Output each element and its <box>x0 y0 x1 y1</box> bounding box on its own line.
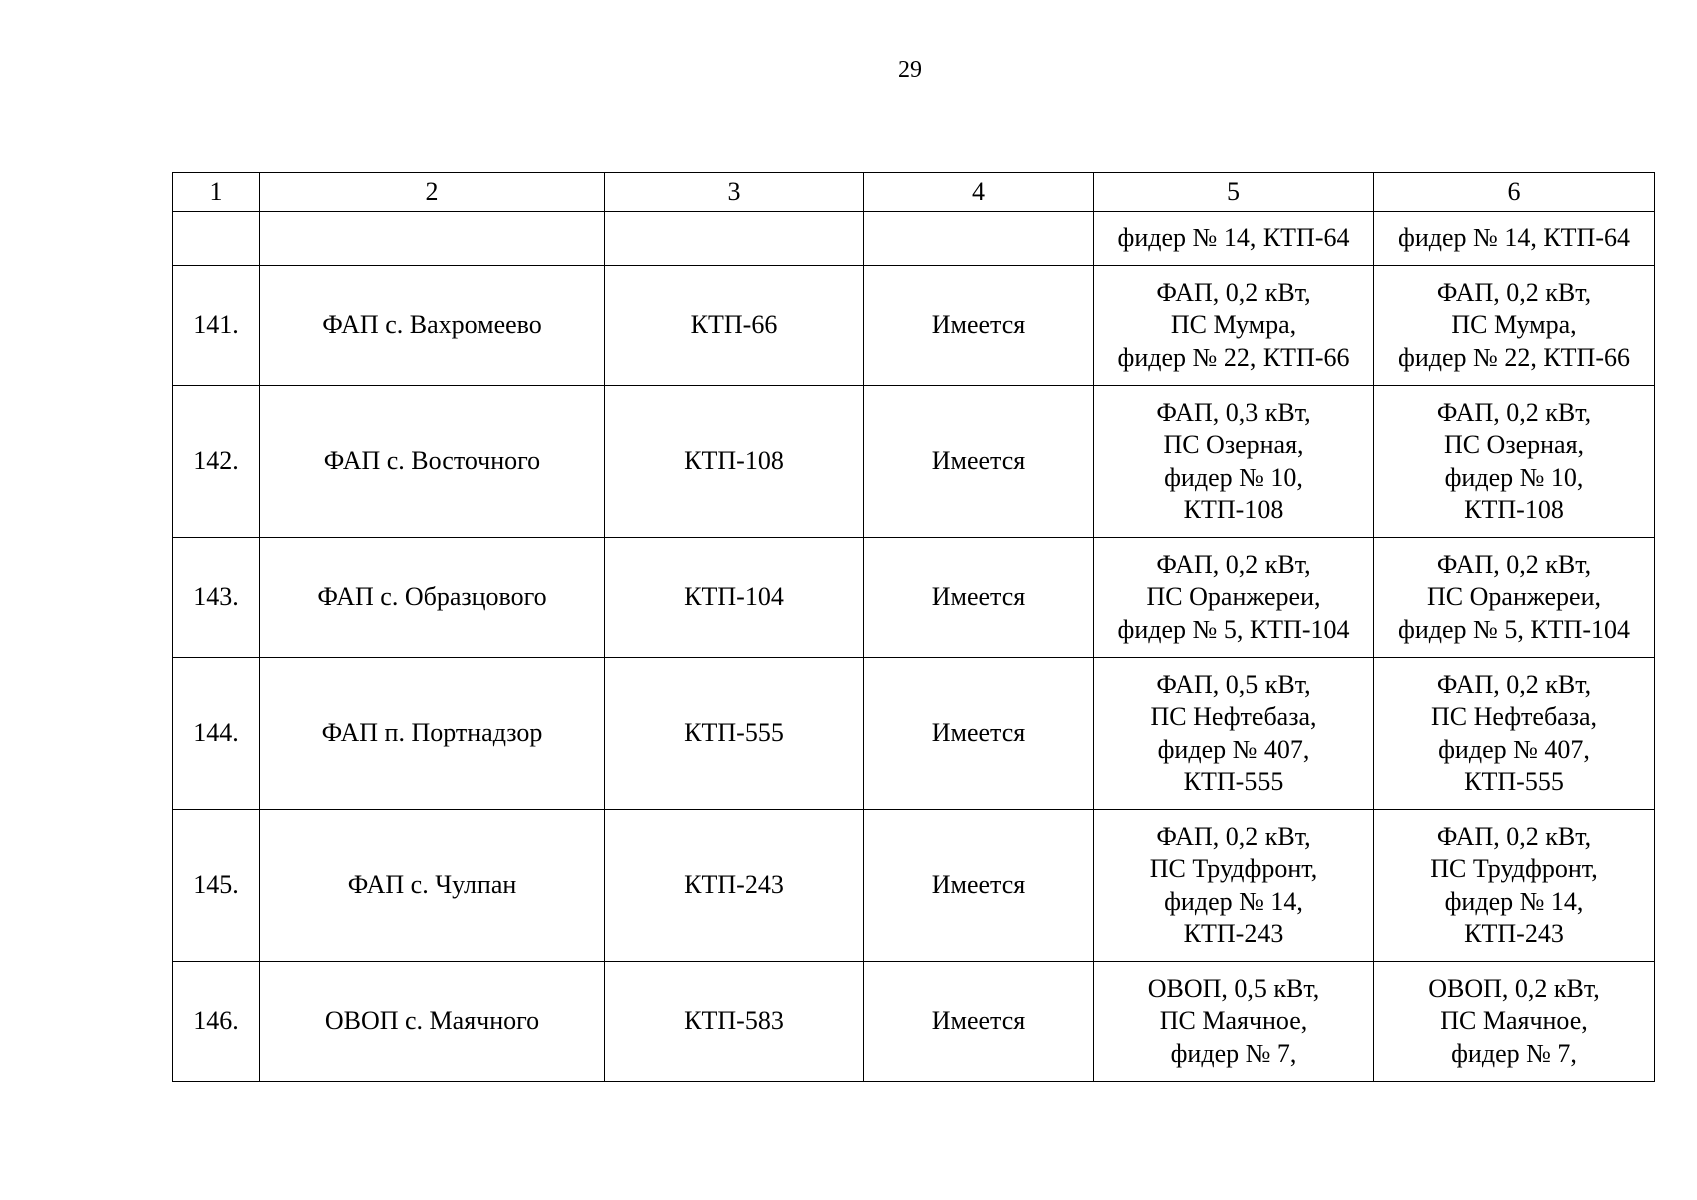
table-row <box>173 962 1655 1082</box>
cell-line: фидер № 7, <box>1170 1038 1297 1068</box>
cell-line: фидер № 7, <box>1451 1038 1577 1068</box>
ktp-cell: КТП-555 <box>605 658 864 810</box>
table-cell <box>605 212 864 266</box>
power-info-cell <box>1374 810 1655 962</box>
cell-line: КТП-108 <box>1464 495 1564 524</box>
cell-line: фидер № 22, КТП-66 <box>1117 342 1350 372</box>
cell-line: ФАП, 0,3 кВт, <box>1156 397 1311 427</box>
header-cell: 2 <box>260 173 605 212</box>
facility-name: ФАП с. Восточного <box>260 386 605 538</box>
table-cell <box>864 212 1094 266</box>
power-info-cell <box>1094 266 1374 386</box>
page-number: 29 <box>898 57 922 83</box>
power-info-cell <box>1094 658 1374 810</box>
power-info-cell <box>1094 810 1374 962</box>
data-table <box>172 172 1655 1082</box>
row-number: 142. <box>173 386 260 538</box>
table-row <box>173 538 1655 658</box>
ktp-cell: КТП-66 <box>605 266 864 386</box>
cell-line: ПС Озерная, <box>1163 430 1304 459</box>
cell-line: фидер № 14, <box>1444 886 1584 916</box>
table-row <box>173 386 1655 538</box>
header-cell: 3 <box>605 173 864 212</box>
header-cell: 6 <box>1374 173 1655 212</box>
table-cell <box>260 212 605 266</box>
table-row <box>173 658 1655 810</box>
facility-name: ОВОП с. Маячного <box>260 962 605 1082</box>
ktp-cell: КТП-104 <box>605 538 864 658</box>
cell-line: ПС Трудфронт, <box>1430 854 1598 883</box>
cell-line: ОВОП, 0,2 кВт, <box>1428 973 1600 1003</box>
status-cell: Имеется <box>864 538 1094 658</box>
table-row <box>173 266 1655 386</box>
cell-line: ФАП, 0,2 кВт, <box>1436 669 1592 699</box>
row-number: 141. <box>173 266 260 386</box>
facility-name: ФАП с. Чулпан <box>260 810 605 962</box>
cell-line: ФАП, 0,2 кВт, <box>1436 277 1592 307</box>
row-number: 143. <box>173 538 260 658</box>
facility-name: ФАП с. Образцового <box>260 538 605 658</box>
cell-line: фидер № 10, <box>1164 462 1303 492</box>
power-info-cell <box>1374 658 1655 810</box>
status-cell: Имеется <box>864 658 1094 810</box>
header-cell: 4 <box>864 173 1094 212</box>
cell-line: ФАП, 0,2 кВт, <box>1156 277 1311 307</box>
table-row <box>173 810 1655 962</box>
cell-line: фидер № 14, КТП-64 <box>1398 223 1630 253</box>
ktp-cell: КТП-243 <box>605 810 864 962</box>
table-cell <box>1094 212 1374 266</box>
cell-line: ПС Мумра, <box>1170 310 1297 340</box>
status-cell: Имеется <box>864 386 1094 538</box>
cell-line: ПС Оранжереи, <box>1427 582 1601 612</box>
continuation-row <box>173 212 1655 266</box>
cell-line: ПС Оранжереи, <box>1146 582 1321 612</box>
facility-name: ФАП п. Портнадзор <box>260 658 605 810</box>
cell-line: ФАП, 0,2 кВт, <box>1436 821 1592 851</box>
cell-line: КТП-108 <box>1183 495 1284 524</box>
facility-name: ФАП с. Вахромеево <box>260 266 605 386</box>
cell-line: ПС Трудфронт, <box>1149 854 1318 883</box>
cell-line: фидер № 14, <box>1164 886 1303 916</box>
cell-line: фидер № 14, КТП-64 <box>1117 223 1350 253</box>
cell-line: КТП-243 <box>1183 919 1284 948</box>
cell-line: ПС Маячное, <box>1440 1006 1588 1036</box>
status-cell: Имеется <box>864 962 1094 1082</box>
cell-line: ФАП, 0,2 кВт, <box>1436 397 1592 427</box>
table-cell <box>173 212 260 266</box>
header-cell: 1 <box>173 173 260 212</box>
cell-line: ФАП, 0,5 кВт, <box>1156 669 1311 699</box>
cell-line: ПС Нефтебаза, <box>1150 702 1317 731</box>
cell-line: фидер № 5, КТП-104 <box>1117 614 1350 644</box>
cell-line: фидер № 5, КТП-104 <box>1398 614 1630 644</box>
status-cell: Имеется <box>864 266 1094 386</box>
table-cell <box>1374 212 1655 266</box>
power-info-cell <box>1374 266 1655 386</box>
cell-line: ФАП, 0,2 кВт, <box>1156 821 1311 851</box>
row-number: 144. <box>173 658 260 810</box>
cell-line: фидер № 22, КТП-66 <box>1398 342 1630 372</box>
cell-line: фидер № 407, <box>1157 734 1310 764</box>
cell-line: ФАП, 0,2 кВт, <box>1156 549 1311 579</box>
cell-line: ПС Озерная, <box>1443 430 1585 459</box>
cell-line: фидер № 407, <box>1438 734 1590 764</box>
power-info-cell <box>1374 386 1655 538</box>
status-cell: Имеется <box>864 810 1094 962</box>
cell-line: КТП-555 <box>1464 767 1564 796</box>
ktp-cell: КТП-108 <box>605 386 864 538</box>
cell-line: КТП-243 <box>1464 919 1564 948</box>
cell-line: ПС Мумра, <box>1451 310 1577 340</box>
power-info-cell <box>1094 386 1374 538</box>
power-info-cell <box>1094 962 1374 1082</box>
power-info-cell <box>1374 962 1655 1082</box>
cell-line: КТП-555 <box>1183 767 1284 796</box>
cell-line: ФАП, 0,2 кВт, <box>1436 549 1592 579</box>
cell-line: ОВОП, 0,5 кВт, <box>1147 973 1320 1003</box>
cell-line: ПС Маячное, <box>1159 1006 1308 1036</box>
ktp-cell: КТП-583 <box>605 962 864 1082</box>
power-info-cell <box>1374 538 1655 658</box>
row-number: 146. <box>173 962 260 1082</box>
header-row <box>173 173 1655 212</box>
header-cell: 5 <box>1094 173 1374 212</box>
power-info-cell <box>1094 538 1374 658</box>
row-number: 145. <box>173 810 260 962</box>
cell-line: фидер № 10, <box>1444 462 1584 492</box>
cell-line: ПС Нефтебаза, <box>1430 702 1598 731</box>
